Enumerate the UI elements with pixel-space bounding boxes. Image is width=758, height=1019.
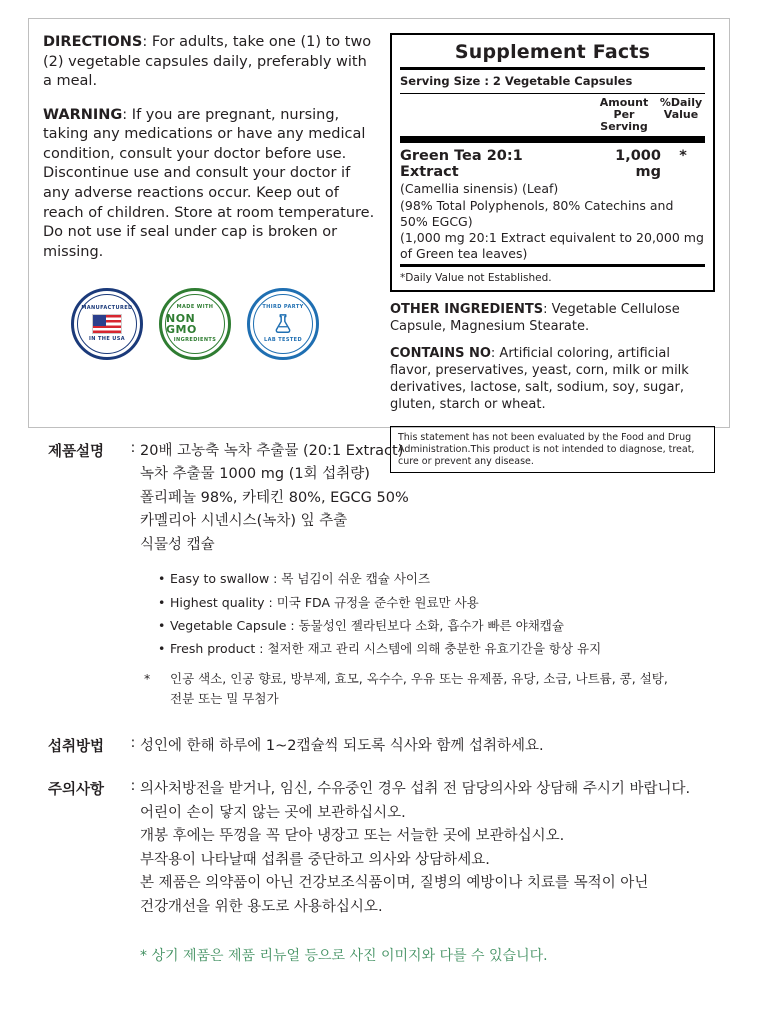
- supplement-facts-box: [390, 33, 715, 292]
- warning-text: : If you are pregnant, nursing, taking any medications or have any medical condition, consult your doctor before use. Discontinue use and consult your doctor if any adverse reactions occur. Keep out of reach of children. Store at room temperature. Do not use if seal under cap is broken or missing.: [43, 106, 375, 260]
- other-ingredients-text: : Vegetable Cellulose Capsule, Magnesium Stearate.: [389, 302, 680, 335]
- section-label: 섭취방법: [48, 738, 105, 755]
- supplement-facts-title: Supplement Facts: [454, 41, 651, 63]
- contains-no-text: : Artificial coloring, artificial flavor, preservatives, yeast, corn, milk or milk derivatives, lactose, salt, sodium, soy, sugar, gluten, starch or wheat.: [389, 346, 689, 412]
- desc-line: 부작용이 나타날때 섭취를 중단하고 의사와 상담하세요.: [140, 851, 490, 868]
- seal-bottom-text: IN THE USA: [88, 336, 126, 343]
- list-item: • Highest quality : 미국 FDA 규정을 준수한 원료만 사용: [158, 591, 728, 614]
- ingredient-row: [400, 146, 705, 180]
- supplement-facts-column-headers: [400, 97, 705, 133]
- section-directions: [0, 735, 758, 758]
- list-item: • Vegetable Capsule : 동물성인 젤라틴보다 소화, 흡수가 빠른 야채캡슐: [158, 614, 728, 637]
- korean-description: [0, 440, 758, 965]
- section-colon: :: [130, 778, 136, 795]
- ingredient-subtext-1: (Camellia sinensis) (Leaf): [399, 181, 559, 197]
- section-body: [140, 778, 758, 919]
- divider: [400, 93, 705, 94]
- ingredient-subtext-2: (98% Total Polyphenols, 80% Catechins and 50% EGCG): [399, 197, 674, 229]
- note-line: 인공 색소, 인공 향료, 방부제, 효모, 옥수수, 우유 또는 유제품, 유당, 소금, 나트륨, 콩, 설탕,: [170, 670, 668, 686]
- ingredient-subtext-3: (1,000 mg 20:1 Extract equivalent to 20,000 mg of Green tea leaves): [399, 230, 704, 261]
- section-colon: :: [130, 440, 136, 456]
- desc-line: 의사처방전을 받거나, 임신, 수유중인 경우 섭취 전 담당의사와 상담해 주시기 바랍니다.: [140, 781, 691, 798]
- label-left-column: [43, 33, 390, 417]
- amount-per-serving-header: Amount Per Serving: [599, 96, 649, 134]
- section-colon: :: [130, 734, 136, 751]
- section-body: [140, 440, 758, 709]
- seal-inner: [77, 294, 137, 354]
- seal-top-text: THIRD PARTY: [262, 304, 304, 311]
- divider: [400, 136, 705, 143]
- desc-line: 본 제품은 의약품이 아닌 건강보조식품이며, 질병의 예방이나 치료를 목적이 아닌: [140, 875, 649, 892]
- other-ingredients-keyword: OTHER INGREDIENTS: [389, 302, 544, 318]
- desc-line: 건강개선을 위한 용도로 사용하십시오.: [140, 898, 383, 915]
- daily-value-header: %Daily Value: [659, 96, 703, 122]
- flask-icon: [272, 313, 294, 335]
- daily-value-footnote: *Daily Value not Established.: [399, 272, 552, 285]
- section-label: 제품설명: [48, 444, 105, 460]
- fda-disclaimer: This statement has not been evaluated by the Food and Drug Administration.This product is not intended to diagnose, treat, cure or prevent any disease.: [390, 426, 715, 474]
- directions-text: : For adults, take one (1) to two (2) vegetable capsules daily, preferably with a meal.: [43, 34, 372, 90]
- warning-block: [43, 106, 376, 263]
- warning-keyword: WARNING: [43, 106, 123, 123]
- feature-bullet-list: [140, 567, 728, 660]
- contains-no-keyword: CONTAINS NO: [389, 346, 491, 362]
- note-line: 전분 또는 밀 무첨가: [170, 690, 279, 706]
- seal-top-text: MADE WITH: [176, 304, 214, 311]
- section-body: [140, 735, 758, 758]
- contains-no-block: [390, 346, 715, 414]
- divider: [400, 67, 705, 70]
- list-item: • Easy to swallow : 목 넘김이 쉬운 캡슐 사이즈: [158, 567, 728, 590]
- certification-seals: [43, 288, 376, 360]
- ingredient-amount: 1,000 mg: [615, 148, 661, 181]
- desc-line: 개봉 후에는 뚜껑을 꼭 닫아 냉장고 또는 서늘한 곳에 보관하십시오.: [140, 828, 565, 845]
- label-right-column: [389, 33, 715, 467]
- seal-bottom-text: INGREDIENTS: [173, 337, 217, 344]
- free-from-note: [140, 669, 728, 709]
- seal-inner: [253, 294, 313, 354]
- list-item: • Fresh product : 철저한 재고 관리 시스템에 의해 충분한 유효기간을 항상 유지: [158, 637, 728, 660]
- serving-size: Serving Size : 2 Vegetable Capsules: [399, 74, 633, 88]
- note-marker: *: [144, 670, 151, 686]
- renewal-disclaimer: * 상기 제품은 제품 리뉴얼 등으로 사진 이미지와 다를 수 있습니다.: [140, 948, 548, 965]
- directions-block: [43, 33, 376, 92]
- divider: [400, 264, 705, 267]
- section-cautions: [0, 778, 758, 919]
- non-gmo-icon: [166, 313, 224, 335]
- desc-line: 20배 고농축 녹차 추출물 (20:1 Extract): [140, 443, 404, 459]
- desc-line: 식물성 캡슐: [140, 536, 215, 553]
- seal-non-gmo: [159, 288, 231, 360]
- directions-keyword: DIRECTIONS: [43, 34, 143, 50]
- seal-third-party-lab-tested: [247, 288, 319, 360]
- desc-line: 성인에 한해 하루에 1~2캡슐씩 되도록 식사와 함께 섭취하세요.: [140, 737, 544, 754]
- desc-line: 폴리페놀 98%, 카테킨 80%, EGCG 50%: [140, 489, 409, 506]
- section-product-description: [0, 440, 758, 709]
- desc-line: 어린이 손이 닿지 않는 곳에 보관하십시오.: [140, 804, 406, 821]
- seal-bottom-text: LAB TESTED: [263, 337, 302, 344]
- usa-flag-icon: [92, 314, 122, 334]
- seal-top-text: MANUFACTURED: [81, 305, 133, 312]
- seal-manufactured-in-usa: [71, 288, 143, 360]
- seal-inner: [165, 294, 225, 354]
- ingredient-daily-value: *: [679, 148, 687, 165]
- section-label: 주의사항: [48, 782, 105, 799]
- desc-line: 카멜리아 시넨시스(녹차) 잎 추출: [140, 513, 348, 530]
- non-gmo-text: NON GMO: [166, 312, 197, 337]
- desc-line: 녹차 추출물 1000 mg (1회 섭취량): [140, 466, 370, 483]
- ingredient-name: Green Tea 20:1 Extract: [399, 148, 523, 181]
- other-ingredients-block: [390, 302, 715, 336]
